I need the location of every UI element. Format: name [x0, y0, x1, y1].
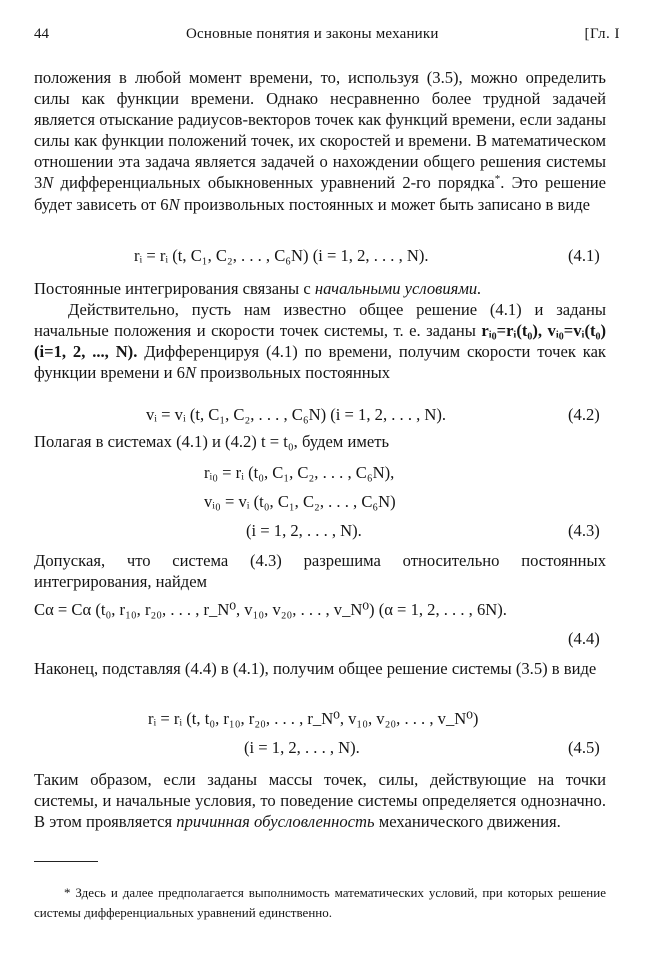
paragraph-constants: Постоянные интегрирования связаны с начальными условиями. [34, 279, 482, 298]
equation-4-2: vᵢ = vᵢ (t, C₁, C₂, . . . , C₆N) (i = 1, 2, . . . , N). [146, 405, 447, 424]
paragraph-initial-conditions: Действительно, пусть нам известно общее решение (4.1) и заданы начальные положения и скорости точек системы, т. е. заданы rᵢ₀=rᵢ(t₀), vᵢ₀=vᵢ(t₀) (i=1, 2, ..., N). Дифференцируя (4.1) по времени, получим скорости точек как функции времени и 6N произвольных постоянных [34, 300, 606, 383]
footnote-rule [34, 861, 98, 862]
paragraph-solvable: Допуская, что система (4.3) разрешима относительно постоянных интегрирования, найдем [34, 551, 606, 592]
equation-number-4-5: (4.5) [568, 738, 600, 757]
equation-4-4: Cα = Cα (t₀, r₁₀, r₂₀, . . . , r_N⁰, v₁₀, v₂₀, . . . , v_N⁰) (α = 1, 2, . . . , 6N). [34, 600, 507, 619]
footnote: * Здесь и далее предполагается выполнимость математических условий, при которых решение системы дифференциальных уравнений единственно. [34, 885, 606, 920]
paragraph-conclusion: Таким образом, если заданы массы точек, силы, действующие на точки системы, и начальные условия, то поведение системы определяется однозначно. В этом проявляется причинная обусловленность механического движения. [34, 770, 606, 832]
running-header [34, 26, 620, 48]
equation-number-4-2: (4.2) [568, 405, 600, 424]
chapter-label: [Гл. I [584, 26, 620, 42]
paragraph-intro: положения в любой момент времени, то, используя (3.5), можно определить силы как функции времени. Однако несравненно более трудной задачей является отыскание радиусов-векторов точек как функций времени, если заданы силы как функции положений точек, их скоростей и времени. В математическом отношении эта задача является задачей о нахождении общего решения системы 3N дифференциальных обыкновенных уравнений 2-го порядка*. Это решение будет зависеть от 6N произвольных постоянных и может быть записано в виде [34, 68, 606, 214]
paragraph-setting-t0: Полагая в системах (4.1) и (4.2) t = t₀, будем иметь [34, 432, 390, 451]
equation-4-5-line-1: rᵢ = rᵢ (t, t₀, r₁₀, r₂₀, . . . , r_N⁰, v₁₀, v₂₀, . . . , v_N⁰) [148, 709, 479, 728]
equation-number-4-3: (4.3) [568, 521, 600, 540]
equation-4-1: rᵢ = rᵢ (t, C₁, C₂, . . . , C₆N) (i = 1, 2, . . . , N). [134, 246, 429, 265]
equation-4-3-line-2: vᵢ₀ = vᵢ (t₀, C₁, C₂, . . . , C₆N) [204, 492, 396, 511]
paragraph-substitution: Наконец, подставляя (4.4) в (4.1), получим общее решение системы (3.5) в виде [34, 659, 597, 678]
equation-4-3-line-1: rᵢ₀ = rᵢ (t₀, C₁, C₂, . . . , C₆N), [204, 463, 395, 482]
equation-number-4-4: (4.4) [568, 629, 600, 648]
page-number: 44 [34, 26, 49, 42]
equation-4-5-line-2: (i = 1, 2, . . . , N). [244, 738, 360, 757]
equation-4-3-line-3: (i = 1, 2, . . . , N). [246, 521, 362, 540]
running-title: Основные понятия и законы механики [186, 26, 439, 42]
footnote-mark: * [494, 173, 501, 186]
equation-number-4-1: (4.1) [568, 246, 600, 265]
